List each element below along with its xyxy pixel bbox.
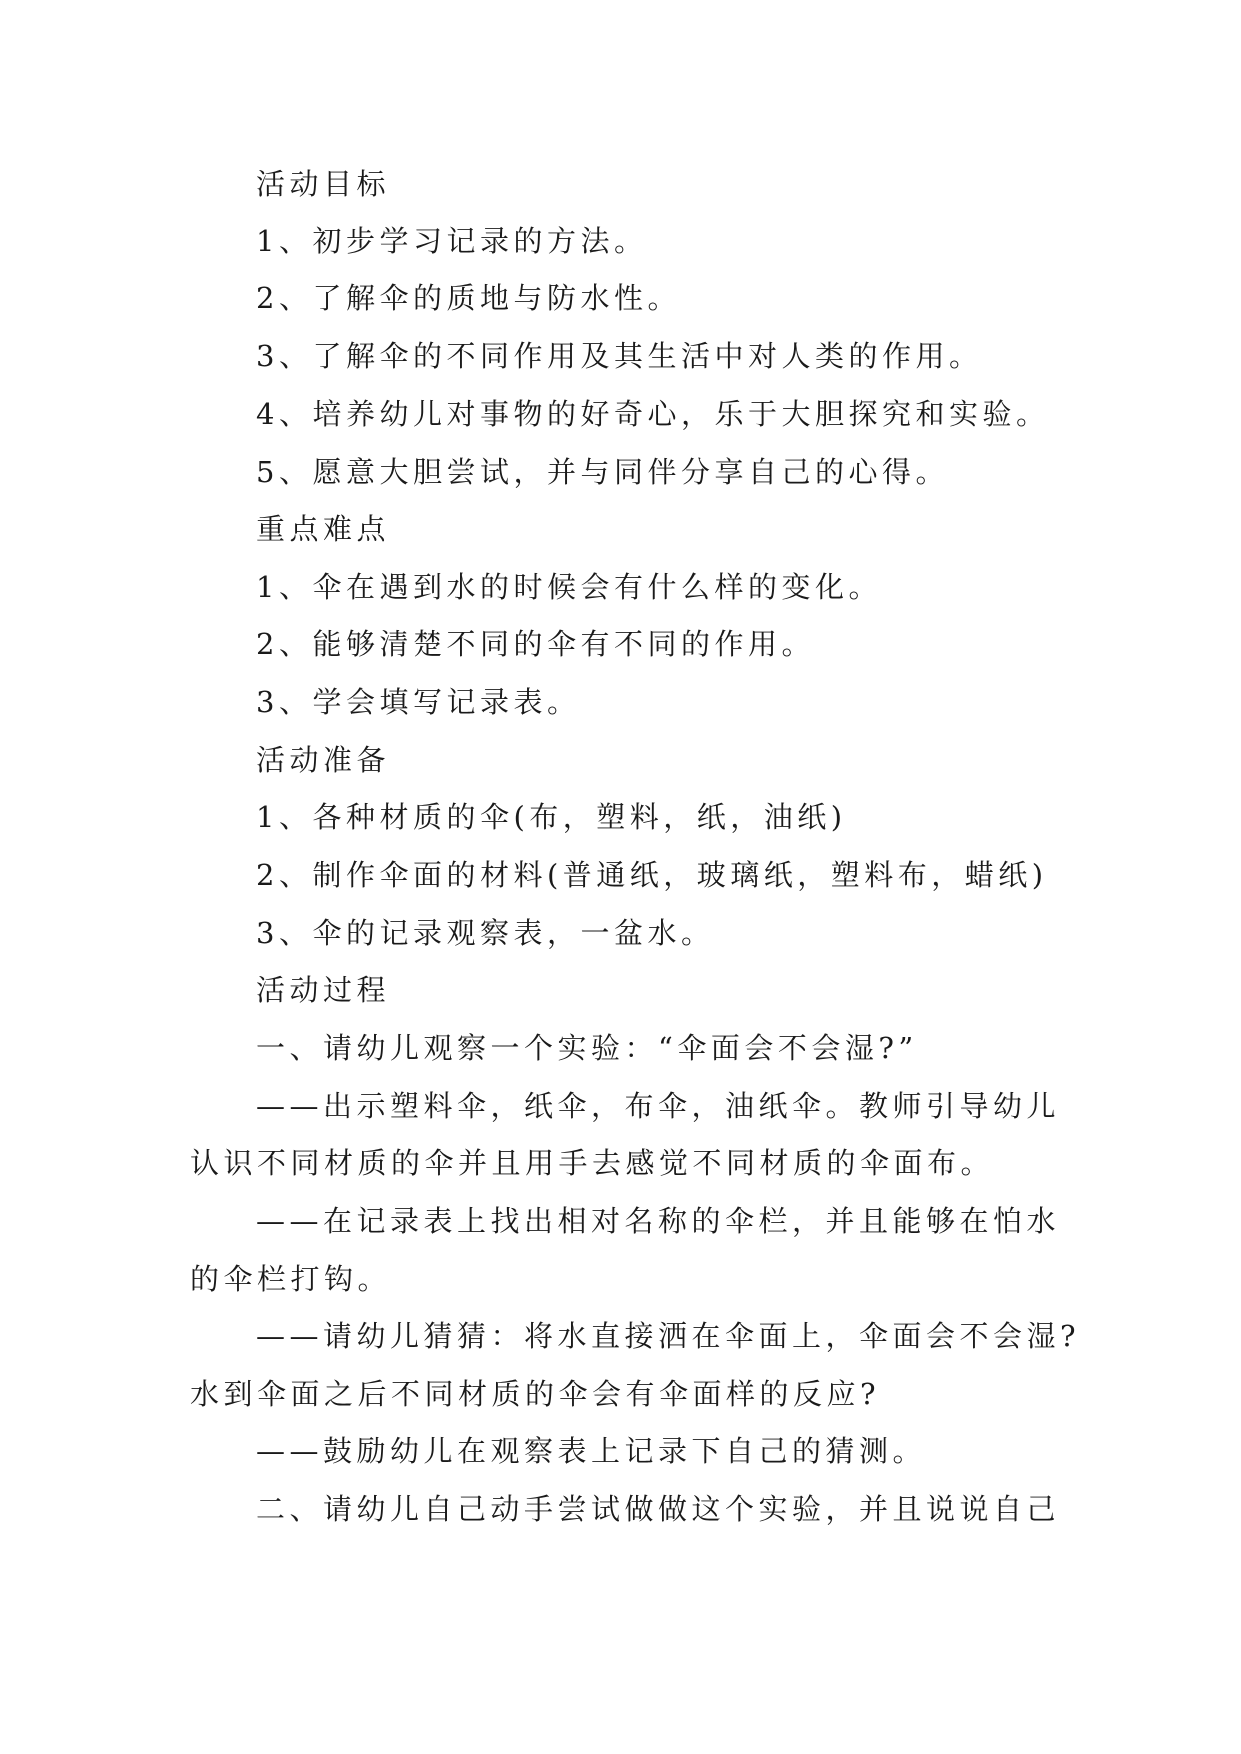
key-point-item-3: 3、学会填写记录表。	[256, 685, 581, 719]
preparation-item-3: 3、伞的记录观察表，一盆水。	[256, 916, 715, 950]
process-paragraph-line: ——鼓励幼儿在观察表上记录下自己的猜测。	[256, 1434, 927, 1468]
heading-key-points: 重点难点	[256, 512, 391, 546]
preparation-item-2: 2、制作伞面的材料(普通纸，玻璃纸，塑料布，蜡纸)	[256, 858, 1048, 892]
goal-item-1: 1、初步学习记录的方法。	[256, 224, 648, 258]
process-paragraph-line: 的伞栏打钩。	[190, 1262, 392, 1296]
heading-preparation: 活动准备	[256, 743, 391, 777]
process-step-1: 一、请幼儿观察一个实验：“伞面会不会湿?”	[256, 1031, 918, 1065]
process-paragraph-line: 认识不同材质的伞并且用手去感觉不同材质的伞面布。	[190, 1146, 995, 1180]
goal-item-4: 4、培养幼儿对事物的好奇心，乐于大胆探究和实验。	[256, 397, 1050, 431]
process-paragraph-line: ——请幼儿猜猜：将水直接洒在伞面上，伞面会不会湿?	[256, 1319, 1081, 1353]
key-point-item-1: 1、伞在遇到水的时候会有什么样的变化。	[256, 570, 882, 604]
heading-activity-goals: 活动目标	[256, 167, 391, 201]
key-point-item-2: 2、能够清楚不同的伞有不同的作用。	[256, 627, 815, 661]
preparation-item-1: 1、各种材质的伞(布，塑料，纸，油纸)	[256, 800, 847, 834]
goal-item-2: 2、了解伞的质地与防水性。	[256, 281, 681, 315]
process-step-2: 二、请幼儿自己动手尝试做做这个实验，并且说说自己	[256, 1492, 1061, 1526]
process-paragraph-line: ——在记录表上找出相对名称的伞栏，并且能够在怕水	[256, 1204, 1061, 1238]
process-paragraph-line: 水到伞面之后不同材质的伞会有伞面样的反应?	[190, 1377, 881, 1411]
goal-item-3: 3、了解伞的不同作用及其生活中对人类的作用。	[256, 339, 983, 373]
process-paragraph-line: ——出示塑料伞，纸伞，布伞，油纸伞。教师引导幼儿	[256, 1089, 1061, 1123]
heading-process: 活动过程	[256, 973, 391, 1007]
goal-item-5: 5、愿意大胆尝试，并与同伴分享自己的心得。	[256, 455, 949, 489]
